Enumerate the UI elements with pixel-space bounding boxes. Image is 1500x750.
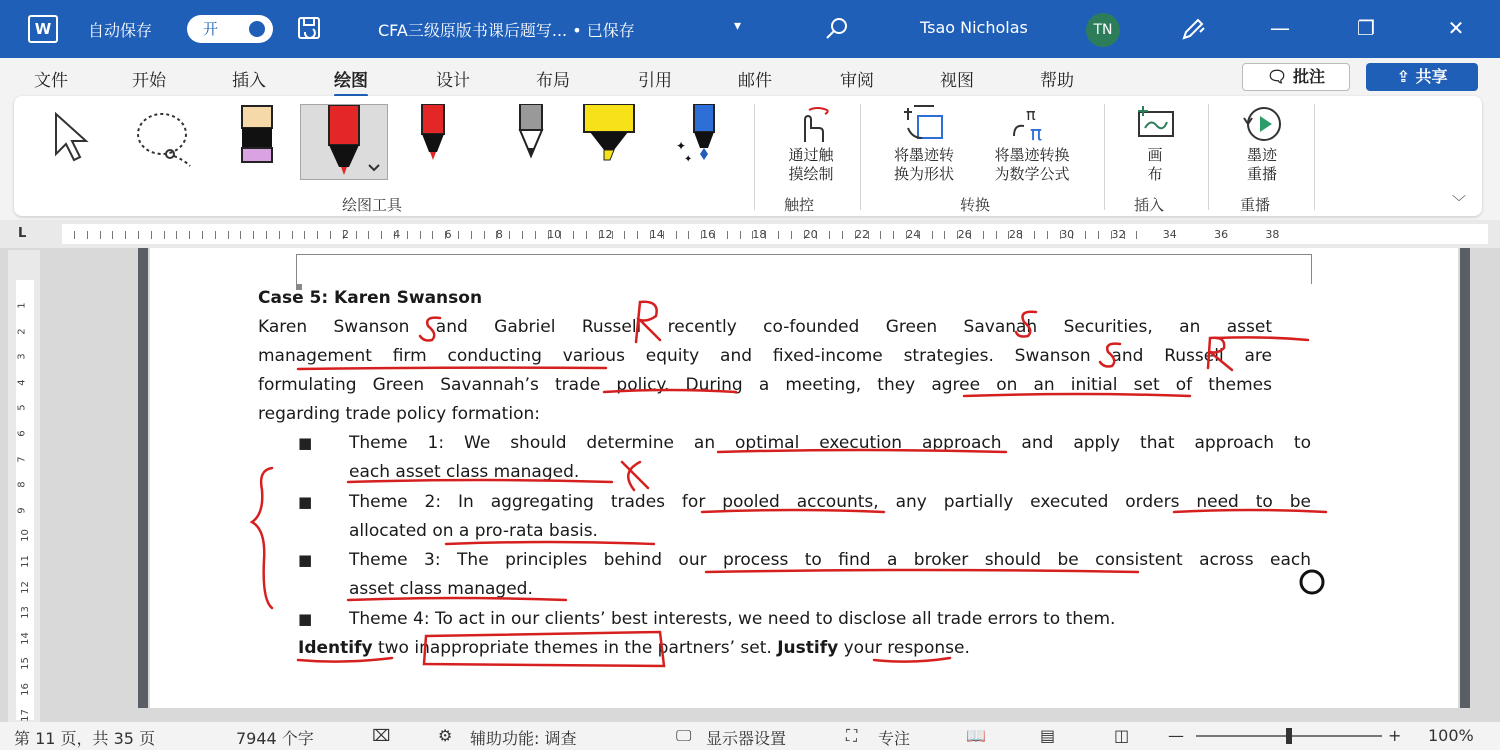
theme-3-line-1: Theme 3: The principles behind our process to find a broker should be consistent across each [349, 550, 1311, 570]
focus-mode[interactable]: 专注 [878, 729, 911, 748]
comment-button-label: 批注 [1292, 67, 1325, 86]
canvas-icon [1133, 104, 1177, 144]
tab-file[interactable]: 文件 [34, 71, 68, 91]
ruler-tick [1085, 231, 1086, 239]
svg-text:π: π [1026, 105, 1036, 124]
theme-4-line: Theme 4: To act in our clients’ best interests, we need to disclose all trade errors to them. [349, 609, 1116, 629]
vertical-ruler-number: 14 [19, 631, 31, 645]
ruler-number: 16 [701, 228, 716, 241]
ribbon-area [0, 96, 1500, 220]
theme-1-line-1: Theme 1: We should determine an optimal execution approach and apply that approach to [349, 433, 1311, 453]
select-arrow-icon[interactable] [46, 104, 108, 174]
vertical-ruler-number: 10 [19, 529, 31, 543]
vertical-ruler-number: 7 [16, 455, 28, 463]
case-heading: Case 5: Karen Swanson [258, 288, 483, 308]
theme-1-line-2: each asset class managed. [349, 462, 580, 482]
ruler-tick [100, 231, 101, 239]
justify-word: Justify [777, 638, 839, 658]
vertical-ruler-number: 2 [16, 327, 28, 335]
comment-button[interactable] [1242, 63, 1350, 91]
pen-icon[interactable] [1178, 14, 1208, 44]
tab-draw[interactable]: 绘图 [334, 66, 368, 91]
canvas-label-1: 画 [1147, 146, 1163, 164]
ruler-number: 28 [1008, 228, 1023, 241]
ruler-number: 22 [855, 228, 869, 241]
autosave-label: 自动保存 [88, 21, 153, 40]
ruler-number: 4 [393, 228, 401, 241]
ruler-tick [842, 231, 843, 239]
ink-to-math-icon [1010, 104, 1054, 144]
ruler-tick [727, 231, 728, 239]
ruler-tick [573, 231, 574, 239]
ruler-tick [458, 231, 459, 239]
tab-help[interactable]: 帮助 [1040, 71, 1074, 91]
save-icon[interactable] [296, 15, 322, 41]
paragraph-line: management firm conducting various equity and fixed-income strategies. Swanson and Russell are [258, 346, 1272, 366]
ruler-tick [932, 231, 933, 239]
ruler-tick [740, 231, 741, 239]
ruler-tick [1136, 231, 1137, 239]
chevron-down-icon[interactable]: ▾ [734, 18, 742, 34]
ink-to-math-label-2: 为数学公式 [994, 165, 1070, 183]
identify-word: Identify [298, 638, 373, 658]
ruler-tick [676, 231, 677, 239]
ruler-number: 6 [444, 228, 452, 241]
ink-replay-label-1: 墨迹 [1246, 146, 1277, 164]
vertical-ruler-number: 11 [19, 555, 31, 568]
ruler-tick [266, 231, 267, 239]
word-count[interactable]: 7944 个字 [236, 729, 314, 748]
draw-with-touch-label-2: 摸绘制 [788, 165, 834, 183]
tab-layout[interactable]: 布局 [536, 71, 570, 91]
ruler-tick [202, 231, 203, 239]
group-label-replay: 重播 [1240, 196, 1271, 214]
web-layout-icon[interactable]: ◫ [1114, 726, 1130, 745]
vertical-ruler-number: 6 [16, 430, 28, 437]
toggle-knob [249, 21, 265, 37]
ink-replay-icon [1240, 104, 1284, 144]
canvas-button[interactable] [1122, 104, 1188, 184]
group-separator [1314, 104, 1315, 210]
svg-text:✦: ✦ [684, 154, 693, 165]
ruler-tick [279, 231, 280, 239]
read-mode-icon[interactable]: 📖 [966, 726, 986, 745]
svg-text:π: π [1030, 121, 1043, 144]
ruler-tick [432, 231, 433, 239]
lasso-select-icon[interactable] [132, 104, 194, 174]
display-settings-icon: 🖵 [676, 726, 692, 745]
svg-text:✦: ✦ [676, 139, 687, 153]
tab-home[interactable]: 开始 [132, 71, 166, 91]
vertical-ruler-number: 3 [16, 353, 28, 360]
zoom-level[interactable]: 100% [1428, 726, 1474, 745]
page-shadow-right [1460, 248, 1470, 708]
zoom-out-button[interactable]: — [1168, 726, 1184, 745]
tab-design[interactable]: 设计 [436, 71, 470, 91]
vertical-ruler-number: 13 [19, 606, 31, 620]
question-line [298, 638, 970, 658]
horizontal-ruler[interactable] [0, 220, 1500, 248]
ruler-tick [292, 231, 293, 239]
ruler-tick [125, 231, 126, 239]
accessibility-status[interactable]: 辅助功能: 调查 [470, 729, 577, 748]
ruler-tick [688, 231, 689, 239]
page-shadow-left [138, 248, 148, 708]
ruler-tick [304, 231, 305, 239]
ink-to-math-label-1: 将墨迹转换 [994, 146, 1070, 164]
vertical-ruler-number: 15 [19, 657, 31, 671]
ruler-tick [471, 231, 472, 239]
ruler-tick [1047, 231, 1048, 239]
ruler-tick [535, 231, 536, 239]
ruler-number: 12 [598, 228, 613, 241]
ruler-tick [330, 231, 331, 239]
ink-to-shape-icon [902, 104, 946, 144]
zoom-in-button[interactable]: + [1388, 726, 1402, 745]
ink-to-shape-label-2: 换为形状 [893, 165, 954, 183]
ink-to-shape-button[interactable] [874, 104, 974, 184]
draw-with-touch-button[interactable] [770, 104, 852, 184]
zoom-slider-thumb[interactable] [1286, 728, 1292, 744]
ruler-tick [880, 231, 881, 239]
tab-insert[interactable]: 插入 [232, 71, 266, 91]
share-icon: ⇪ [1396, 67, 1410, 86]
eraser-icon[interactable] [226, 104, 288, 174]
ruler-number: 18 [752, 228, 767, 241]
group-separator [1208, 104, 1209, 210]
close-button[interactable]: ✕ [1447, 16, 1465, 40]
status-bar [0, 722, 1500, 750]
vertical-ruler-number: 12 [19, 580, 31, 594]
draw-with-touch-label-1: 通过触 [788, 146, 834, 164]
tab-view[interactable]: 视图 [940, 71, 974, 91]
tab-selector-icon[interactable]: L [18, 226, 27, 241]
paragraph-line: Karen Swanson and Gabriel Russell recently co-founded Green Savanah Securities, an asset [258, 317, 1272, 337]
question-middle: two inappropriate themes in the partners’ set. [372, 638, 778, 658]
ruler-tick [189, 231, 190, 239]
vertical-ruler-number: 9 [16, 507, 28, 514]
ruler-number: 26 [957, 228, 972, 241]
share-button[interactable] [1366, 63, 1478, 91]
paragraph-line: regarding trade policy formation: [258, 404, 540, 424]
autosave-toggle-label: 开 [203, 20, 219, 38]
red-marker-icon[interactable] [402, 104, 464, 174]
word-logo-icon: W [28, 15, 58, 43]
ribbon [14, 96, 1482, 216]
comment-icon: 🗨 [1267, 67, 1288, 86]
ruler-tick [112, 231, 113, 239]
ruler-tick [509, 231, 510, 239]
ruler-number: 38 [1265, 228, 1280, 241]
accessibility-icon: ⚙ [438, 726, 453, 745]
vertical-ruler-number: 16 [19, 683, 31, 696]
ruler-tick [1098, 231, 1099, 239]
ruler-tick [944, 231, 945, 239]
ruler-tick [228, 231, 229, 239]
group-label-draw-tools: 绘图工具 [342, 196, 403, 214]
group-separator [1104, 104, 1105, 210]
theme-2-line-1: Theme 2: In aggregating trades for pooled accounts, any partially executed orders need to be [349, 492, 1311, 512]
ruler-tick [381, 231, 382, 239]
question-end: your response. [838, 638, 970, 658]
ink-to-math-button[interactable] [976, 104, 1088, 184]
ink-replay-button[interactable] [1226, 104, 1298, 184]
group-separator [754, 104, 755, 210]
ruler-number: 32 [1111, 228, 1126, 241]
ruler-tick [253, 231, 254, 239]
user-name[interactable]: Tsao Nicholas [920, 18, 1028, 37]
tab-references[interactable]: 引用 [638, 71, 672, 91]
ruler-tick [74, 231, 75, 239]
print-layout-icon[interactable]: ▤ [1040, 726, 1056, 745]
vertical-ruler-number: 1 [16, 302, 28, 309]
ruler-tick [356, 231, 357, 239]
ruler-tick [240, 231, 241, 239]
document-title[interactable]: CFA三级原版书课后题写... • 已保存 [378, 21, 635, 40]
ruler-number: 2 [342, 228, 349, 241]
ruler-tick [368, 231, 369, 239]
vertical-ruler-number: 17 [19, 708, 31, 722]
ruler-number: 30 [1060, 228, 1075, 241]
vertical-ruler-number: 5 [16, 404, 28, 412]
ink-replay-label-2: 重播 [1246, 165, 1277, 183]
display-settings[interactable]: 显示器设置 [706, 729, 787, 748]
ruler-tick [87, 231, 88, 239]
group-label-convert: 转换 [960, 196, 991, 214]
ruler-tick [637, 231, 638, 239]
canvas-label-2: 布 [1147, 165, 1163, 183]
ruler-tick [778, 231, 779, 239]
group-label-touch: 触控 [784, 196, 815, 214]
vertical-ruler-scale [16, 280, 34, 720]
focus-icon: ⛶ [846, 726, 858, 745]
touch-hand-icon [791, 104, 831, 144]
pencil-icon[interactable] [500, 104, 562, 174]
ruler-tick [317, 231, 318, 239]
theme-2-line-2: allocated on a pro-rata basis. [349, 521, 598, 541]
theme-3-line-2: asset class managed. [349, 579, 533, 599]
group-label-insert: 插入 [1134, 196, 1165, 214]
vertical-ruler-number: 4 [16, 379, 28, 386]
ruler-tick [1034, 231, 1035, 239]
vertical-ruler-number: 8 [16, 481, 28, 488]
ruler-number: 34 [1162, 228, 1177, 241]
page-count[interactable]: 第 11 页，共 35 页 [14, 729, 156, 748]
ruler-tick [996, 231, 997, 239]
ruler-tick [586, 231, 587, 239]
ruler-number: 36 [1214, 228, 1229, 241]
bullet-icon: ■ [298, 493, 313, 511]
avatar[interactable]: TN [1086, 13, 1120, 47]
ruler-number: 8 [495, 228, 503, 241]
paragraph-line: formulating Green Savannah’s trade policy. During a meeting, they agree on an initial set of themes [258, 375, 1272, 395]
collapse-ribbon-icon[interactable]: ﹀ [1452, 195, 1466, 211]
ruler-tick [420, 231, 421, 239]
bullet-icon: ■ [298, 551, 313, 569]
red-pen-tool[interactable] [300, 104, 388, 180]
ruler-number: 14 [649, 228, 664, 241]
ruler-tick [164, 231, 165, 239]
autosave-toggle[interactable] [187, 15, 273, 43]
ruler-tick [522, 231, 523, 239]
ruler-tick [829, 231, 830, 239]
menu-bar [0, 58, 1500, 96]
ruler-number: 20 [803, 228, 818, 241]
ruler-tick [484, 231, 485, 239]
ruler-tick [893, 231, 894, 239]
red-pen-icon [301, 105, 389, 181]
ruler-tick [138, 231, 139, 239]
ruler-tick [983, 231, 984, 239]
ruler-tick [407, 231, 408, 239]
ruler-number: 24 [906, 228, 921, 241]
highlighter-icon[interactable] [578, 104, 640, 174]
tab-mailings[interactable]: 邮件 [738, 71, 772, 91]
bullet-icon: ■ [298, 610, 313, 628]
title-bar [0, 0, 1500, 58]
ruler-tick [624, 231, 625, 239]
ruler-tick [215, 231, 216, 239]
minimize-button[interactable]: — [1270, 16, 1290, 40]
ruler-tick [151, 231, 152, 239]
share-button-label: 共享 [1415, 67, 1448, 86]
restore-button[interactable]: ❐ [1357, 16, 1375, 40]
ruler-tick [791, 231, 792, 239]
vertical-ruler[interactable] [8, 250, 40, 722]
search-icon[interactable] [822, 14, 852, 44]
ruler-tick [176, 231, 177, 239]
tab-review[interactable]: 审阅 [840, 71, 874, 91]
ruler-scale [62, 224, 1488, 244]
bullet-icon: ■ [298, 434, 313, 452]
proofing-icon[interactable]: ⌧ [372, 726, 391, 745]
group-separator [860, 104, 861, 210]
galaxy-pen-icon[interactable] [668, 104, 730, 174]
page-margin-guide [296, 254, 1312, 284]
ruler-number: 10 [547, 228, 562, 241]
ink-to-shape-label-1: 将墨迹转 [893, 146, 954, 164]
